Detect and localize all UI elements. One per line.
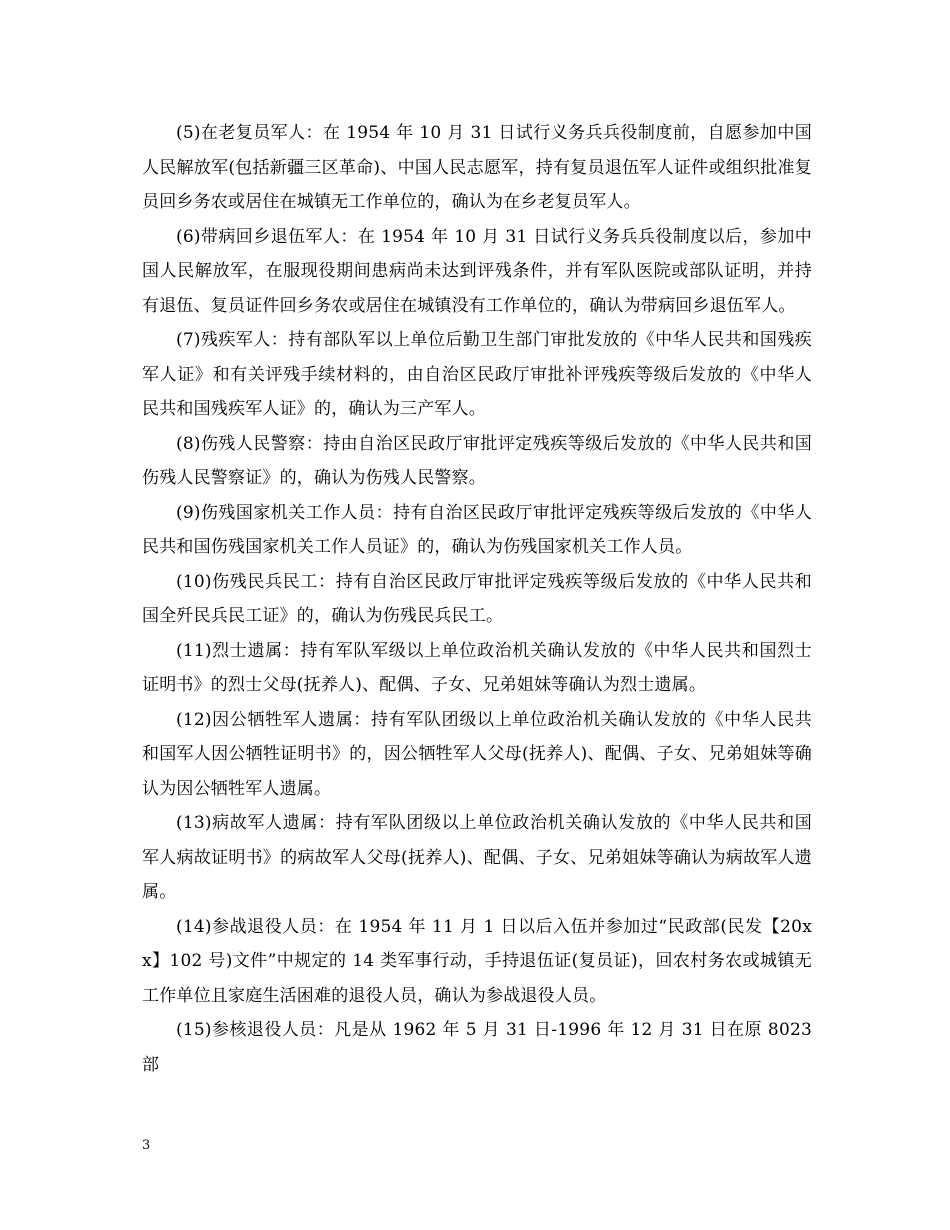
paragraph-12: (12)因公牺牲军人遗属：持有军队团级以上单位政治机关确认发放的《中华人民共和国军人因公牺牲证明书》的，因公牺牲军人父母(抚养人)、配偶、子女、兄弟姐妹等确认为因公牺牲军人遗属。	[142, 709, 812, 799]
paragraph-6: (6)带病回乡退伍军人：在 1954 年 10 月 31 日试行义务兵兵役制度以后，参加中国人民解放军，在服现役期间患病尚未达到评残条件，并有军队医院或部队证明，并持有退伍、复员证件回乡务农或居住在城镇没有工作单位的，确认为带病回乡退伍军人。	[142, 226, 812, 316]
paragraph-11: (11)烈士遗属：持有军队军级以上单位政治机关确认发放的《中华人民共和国烈士证明书》的烈士父母(抚养人)、配偶、子女、兄弟姐妹等确认为烈士遗属。	[142, 640, 812, 695]
paragraph-13: (13)病故军人遗属：持有军队团级以上单位政治机关确认发放的《中华人民共和国军人病故证明书》的病故军人父母(抚养人)、配偶、子女、兄弟姐妹等确认为病故军人遗属。	[142, 813, 812, 902]
paragraph-10: (10)伤残民兵民工：持有自治区民政厅审批评定残疾等级后发放的《中华人民共和国全歼民兵民工证》的，确认为伤残民兵民工。	[142, 571, 812, 626]
paragraph-7: (7)残疾军人：持有部队军以上单位后勤卫生部门审批发放的《中华人民共和国残疾军人证》和有关评残手续材料的，由自治区民政厅审批补评残疾等级后发放的《中华人民共和国残疾军人证》的，确认为三产军人。	[142, 330, 812, 419]
paragraph-9: (9)伤残国家机关工作人员：持有自治区民政厅审批评定残疾等级后发放的《中华人民共和国伤残国家机关工作人员证》的，确认为伤残国家机关工作人员。	[142, 502, 812, 557]
paragraph-15: (15)参核退役人员：凡是从 1962 年 5 月 31 日-1996 年 12 月 31 日在原 8023 部	[142, 1020, 812, 1075]
paragraph-8: (8)伤残人民警察：持由自治区民政厅审批评定残疾等级后发放的《中华人民共和国伤残人民警察证》的，确认为伤残人民警察。	[142, 433, 812, 488]
paragraph-5: (5)在老复员军人：在 1954 年 10 月 31 日试行义务兵兵役制度前，自愿参加中国人民解放军(包括新疆三区革命)、中国人民志愿军，持有复员退伍军人证件或组织批准复员回乡务农或居住在城镇无工作单位的，确认为在乡老复员军人。	[142, 123, 812, 212]
document-body	[142, 116, 812, 1082]
paragraph-14: (14)参战退役人员：在 1954 年 11 月 1 日以后入伍并参加过“民政部(民发【20xx】102 号)文件”中规定的 14 类军事行动，手持退伍证(复员证)，回农村务农或城镇无工作单位且家庭生活困难的退役人员，确认为参战退役人员。	[142, 916, 812, 1006]
page-number: 3	[142, 1138, 151, 1153]
